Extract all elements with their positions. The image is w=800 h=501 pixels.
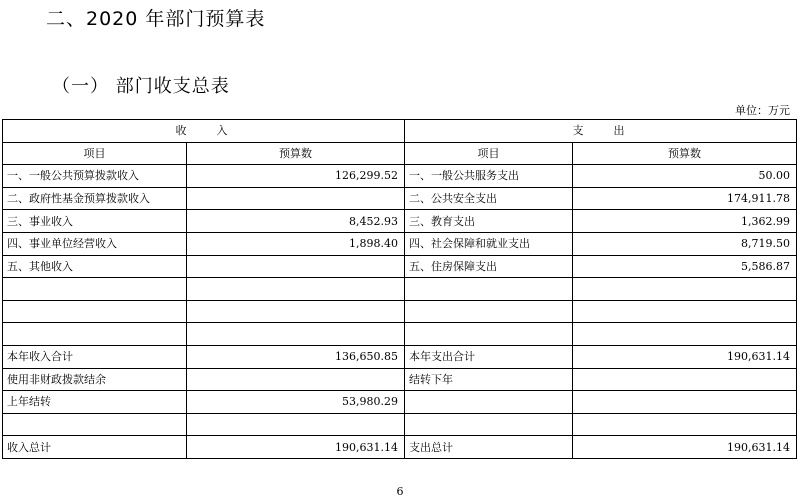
income-item-header: 项目 — [3, 142, 187, 165]
expense-budget-cell — [573, 278, 797, 301]
column-header-row — [3, 142, 797, 165]
expense-item-cell: 一、一般公共服务支出 — [405, 165, 573, 188]
income-item-cell: 二、政府性基金预算拨款收入 — [3, 187, 187, 210]
income-budget-cell: 1,898.40 — [187, 232, 405, 255]
income-budget-cell: 190,631.14 — [187, 436, 405, 459]
table-row — [3, 255, 797, 278]
income-budget-cell — [187, 323, 405, 346]
expense-item-cell: 四、社会保障和就业支出 — [405, 232, 573, 255]
expense-budget-cell: 190,631.14 — [573, 436, 797, 459]
income-budget-cell — [187, 187, 405, 210]
table-row — [3, 345, 797, 368]
income-budget-cell: 53,980.29 — [187, 391, 405, 414]
expense-budget-cell: 8,719.50 — [573, 232, 797, 255]
expense-item-cell — [405, 278, 573, 301]
expense-budget-cell — [573, 391, 797, 414]
income-item-cell: 收入总计 — [3, 436, 187, 459]
expense-item-cell: 支出总计 — [405, 436, 573, 459]
expense-budget-cell: 1,362.99 — [573, 210, 797, 233]
income-item-cell: 四、事业单位经营收入 — [3, 232, 187, 255]
expense-budget-cell: 5,586.87 — [573, 255, 797, 278]
table-row — [3, 210, 797, 233]
income-item-cell: 本年收入合计 — [3, 345, 187, 368]
table-row — [3, 368, 797, 391]
table-row — [3, 165, 797, 188]
expense-budget-cell — [573, 323, 797, 346]
income-budget-cell — [187, 255, 405, 278]
expense-budget-cell — [573, 300, 797, 323]
income-item-cell: 使用非财政拨款结余 — [3, 368, 187, 391]
table-title: （一） 部门收支总表 — [52, 76, 230, 97]
table-row — [3, 300, 797, 323]
income-item-cell: 上年结转 — [3, 391, 187, 414]
income-budget-cell: 8,452.93 — [187, 210, 405, 233]
table-row — [3, 232, 797, 255]
expense-item-cell: 二、公共安全支出 — [405, 187, 573, 210]
income-budget-cell — [187, 413, 405, 436]
table-row — [3, 436, 797, 459]
expense-budget-cell — [573, 413, 797, 436]
expense-budget-cell: 50.00 — [573, 165, 797, 188]
income-item-cell — [3, 413, 187, 436]
expense-item-cell: 本年支出合计 — [405, 345, 573, 368]
income-item-cell: 一、一般公共预算拨款收入 — [3, 165, 187, 188]
income-item-cell: 三、事业收入 — [3, 210, 187, 233]
income-budget-cell — [187, 278, 405, 301]
expense-budget-cell: 190,631.14 — [573, 345, 797, 368]
expense-section-header: 支出 — [405, 120, 797, 143]
expense-budget-cell — [573, 368, 797, 391]
income-budget-cell — [187, 368, 405, 391]
expense-budget-header: 预算数 — [573, 142, 797, 165]
expense-item-header: 项目 — [405, 142, 573, 165]
table-row — [3, 413, 797, 436]
expense-item-cell: 三、教育支出 — [405, 210, 573, 233]
income-section-header: 收入 — [3, 120, 405, 143]
income-budget-cell: 136,650.85 — [187, 345, 405, 368]
expense-item-cell: 结转下年 — [405, 368, 573, 391]
table-row — [3, 323, 797, 346]
table-row — [3, 187, 797, 210]
expense-item-cell: 五、住房保障支出 — [405, 255, 573, 278]
page-heading: 二、2020 年部门预算表 — [46, 8, 266, 30]
expense-item-cell — [405, 323, 573, 346]
income-budget-cell: 126,299.52 — [187, 165, 405, 188]
expense-item-cell — [405, 413, 573, 436]
page-number: 6 — [396, 485, 404, 498]
unit-label: 单位：万元 — [735, 104, 790, 117]
income-budget-cell — [187, 300, 405, 323]
section-header-row — [3, 120, 797, 143]
expense-item-cell — [405, 391, 573, 414]
income-item-cell — [3, 278, 187, 301]
budget-summary-table — [2, 119, 797, 459]
table-row — [3, 278, 797, 301]
table-row — [3, 391, 797, 414]
income-item-cell — [3, 300, 187, 323]
income-item-cell — [3, 323, 187, 346]
income-item-cell: 五、其他收入 — [3, 255, 187, 278]
expense-budget-cell: 174,911.78 — [573, 187, 797, 210]
income-budget-header: 预算数 — [187, 142, 405, 165]
expense-item-cell — [405, 300, 573, 323]
